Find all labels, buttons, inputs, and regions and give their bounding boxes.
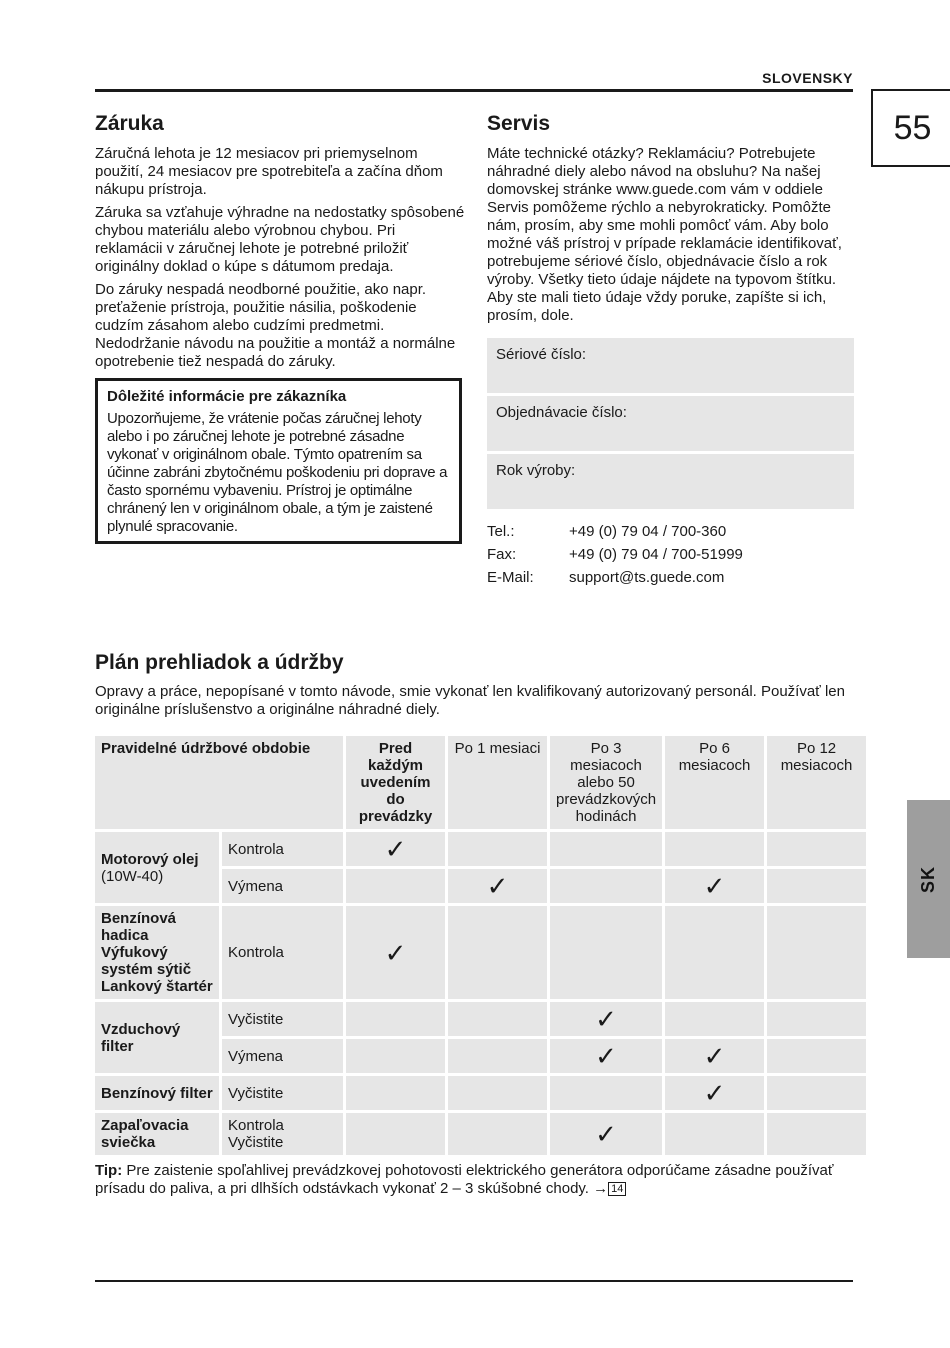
serial-number-label: Sériové číslo: (496, 346, 587, 363)
customer-info-text: Upozorňujeme, že vrátenie počas záručnej lehoty alebo i po záručnej lehote je potrebné zásadne vykonať v originálnom obale. Týmto opatrením sa účinne zabráni zbytočnému poškodeniu pri doprave a často spornému vybaveniu. Prístroj je optimálne chránený len v originálnom obale, a tým je zaistené plynulé spracovanie. (107, 410, 448, 535)
warranty-paragraph: Záruka sa vzťahuje výhradne na nedostatky spôsobené chybou materiálu alebo výrobnou chybou. Pri reklamácii v záručnej lehote je potrebné priložiť originálny doklad o kúpe s dátumom predaja. (95, 204, 465, 275)
action-label: Kontrola (228, 1117, 284, 1134)
service-text: Máte technické otázky? Reklamáciu? Potrebujete náhradné diely alebo návod na obsluhu? Na našej domovskej stránke www.guede.com vám v oddiele Servis pomôžeme rýchlo a nebyrokraticky. Pomôžte nám, prosím, aby sme mohli pomôcť vám. Aby bolo možné váš prístroj v prípade reklamácie identifikovať, potrebujeme sériové číslo, objednávacie číslo a rok výroby. Všetky tieto údaje nájdete na typovom štítku. Aby ste mali tieto údaje vždy poruke, zapíšte si ich, prosím, dole. (487, 145, 842, 324)
contact-fax (487, 546, 743, 563)
group-fuel-hose: Benzínová hadica Výfukový systém sýtič Lankový štartér (95, 906, 219, 999)
group-spark-plug: Zapaľovacia sviečka (95, 1113, 219, 1155)
group-note: (10W-40) (101, 867, 164, 885)
bottom-rule (95, 1280, 853, 1282)
figure-reference: 14 (608, 1182, 626, 1196)
table-header-before-use: Pred každým uvedením do prevádzky (346, 736, 445, 829)
action-label: Výmena (222, 869, 343, 903)
tip-text: Pre zaistenie spoľahlivej prevádzkovej pohotovosti elektrického generátora odporúčame zásadne používať prísadu do paliva, a pri dlhších odstávkach vykonať 2 – 3 skúšobné chody. (95, 1162, 834, 1197)
table-cell (346, 1002, 445, 1036)
check-mark: ✓ (550, 1002, 662, 1036)
arrow-right-icon: → (593, 1180, 609, 1197)
top-rule (95, 89, 853, 92)
table-cell (448, 1002, 547, 1036)
check-mark: ✓ (665, 1076, 764, 1110)
table-cell (448, 1076, 547, 1110)
maintenance-table (92, 733, 869, 1158)
table-cell (665, 1113, 764, 1155)
customer-info-title: Dôležité informácie pre zákazníka (107, 388, 347, 405)
contact-label: Tel.: (487, 523, 515, 540)
warranty-paragraph: Záručná lehota je 12 mesiacov pri priemyselnom použití, 24 mesiacov pre spotrebiteľa a začína dňom nákupu prístroja. (95, 145, 443, 198)
contact-value[interactable]: support@ts.guede.com (569, 569, 725, 586)
check-mark: ✓ (550, 1039, 662, 1073)
contact-label: E-Mail: (487, 569, 534, 586)
table-cell (665, 906, 764, 999)
language-side-tab (907, 800, 950, 958)
table-cell (448, 906, 547, 999)
warranty-title: Záruka (95, 112, 164, 135)
group-fuel-filter: Benzínový filter (95, 1076, 219, 1110)
table-cell (665, 832, 764, 866)
action-label-pair (222, 1113, 343, 1155)
table-cell (767, 832, 866, 866)
table-cell (550, 906, 662, 999)
check-mark: ✓ (448, 869, 547, 903)
customer-info-box (95, 378, 462, 544)
table-header-period: Pravidelné údržbové obdobie (95, 736, 343, 829)
table-header-3-months: Po 3 mesiacoch alebo 50 prevádzkových hodinách (550, 736, 662, 829)
group-air-filter: Vzduchový filter (95, 1002, 219, 1073)
action-label: Vyčistite (228, 1134, 284, 1151)
page-number: 55 (871, 89, 950, 167)
table-cell (550, 832, 662, 866)
table-cell (346, 1039, 445, 1073)
tip-note (95, 1162, 853, 1198)
contact-email (487, 569, 724, 586)
table-cell (767, 1076, 866, 1110)
contact-value: +49 (0) 79 04 / 700-51999 (569, 546, 743, 563)
table-cell (550, 1076, 662, 1110)
table-cell (767, 869, 866, 903)
contact-value: +49 (0) 79 04 / 700-360 (569, 523, 727, 540)
check-mark: ✓ (550, 1113, 662, 1155)
contact-label: Fax: (487, 546, 517, 563)
table-cell (346, 869, 445, 903)
table-header-6-months: Po 6 mesiacoch (665, 736, 764, 829)
table-cell (448, 832, 547, 866)
action-label: Vyčistite (222, 1002, 343, 1036)
serial-number-field[interactable] (487, 338, 854, 393)
maintenance-plan-title: Plán prehliadok a údržby (95, 651, 344, 674)
table-cell (767, 1113, 866, 1155)
action-label: Kontrola (222, 906, 343, 999)
table-cell (767, 906, 866, 999)
check-mark: ✓ (665, 1039, 764, 1073)
table-header-1-month: Po 1 mesiaci (448, 736, 547, 829)
warranty-section (95, 112, 465, 371)
service-section (487, 112, 857, 325)
order-number-field[interactable] (487, 396, 854, 451)
table-cell (550, 869, 662, 903)
action-label: Výmena (222, 1039, 343, 1073)
table-cell (767, 1039, 866, 1073)
check-mark: ✓ (346, 832, 445, 866)
tip-label: Tip: (95, 1162, 123, 1179)
side-tab-label: SK (917, 865, 938, 893)
table-header-12-months: Po 12 mesiacoch (767, 736, 866, 829)
table-cell (767, 1002, 866, 1036)
language-label: SLOVENSKY (762, 70, 853, 86)
check-mark: ✓ (665, 869, 764, 903)
service-title: Servis (487, 112, 551, 135)
maintenance-plan-text: Opravy a práce, nepopísané v tomto návode, smie vykonať len kvalifikovaný autorizovaný personál. Používať len originálne príslušenstvo a originálne náhradné diely. (95, 683, 845, 718)
table-cell (665, 1002, 764, 1036)
action-label: Kontrola (222, 832, 343, 866)
warranty-paragraph: Do záruky nespadá neodborné použitie, ako napr. preťaženie prístroja, použitie násilia, poškodenie cudzím zásahom alebo cudzími predmetmi. Nedodržanie návodu na použitie a montáž a normálne opotrebenie tiež nespadá do záruky. (95, 281, 456, 370)
group-label: Motorový olej (101, 850, 199, 868)
production-year-field[interactable] (487, 454, 854, 509)
group-engine-oil (95, 832, 219, 903)
table-cell (346, 1076, 445, 1110)
table-cell (448, 1039, 547, 1073)
order-number-label: Objednávacie číslo: (496, 404, 627, 421)
table-cell (346, 1113, 445, 1155)
maintenance-plan-section (95, 651, 853, 719)
check-mark: ✓ (346, 906, 445, 999)
action-label: Vyčistite (222, 1076, 343, 1110)
production-year-label: Rok výroby: (496, 462, 576, 479)
table-cell (448, 1113, 547, 1155)
contact-phone (487, 523, 726, 540)
